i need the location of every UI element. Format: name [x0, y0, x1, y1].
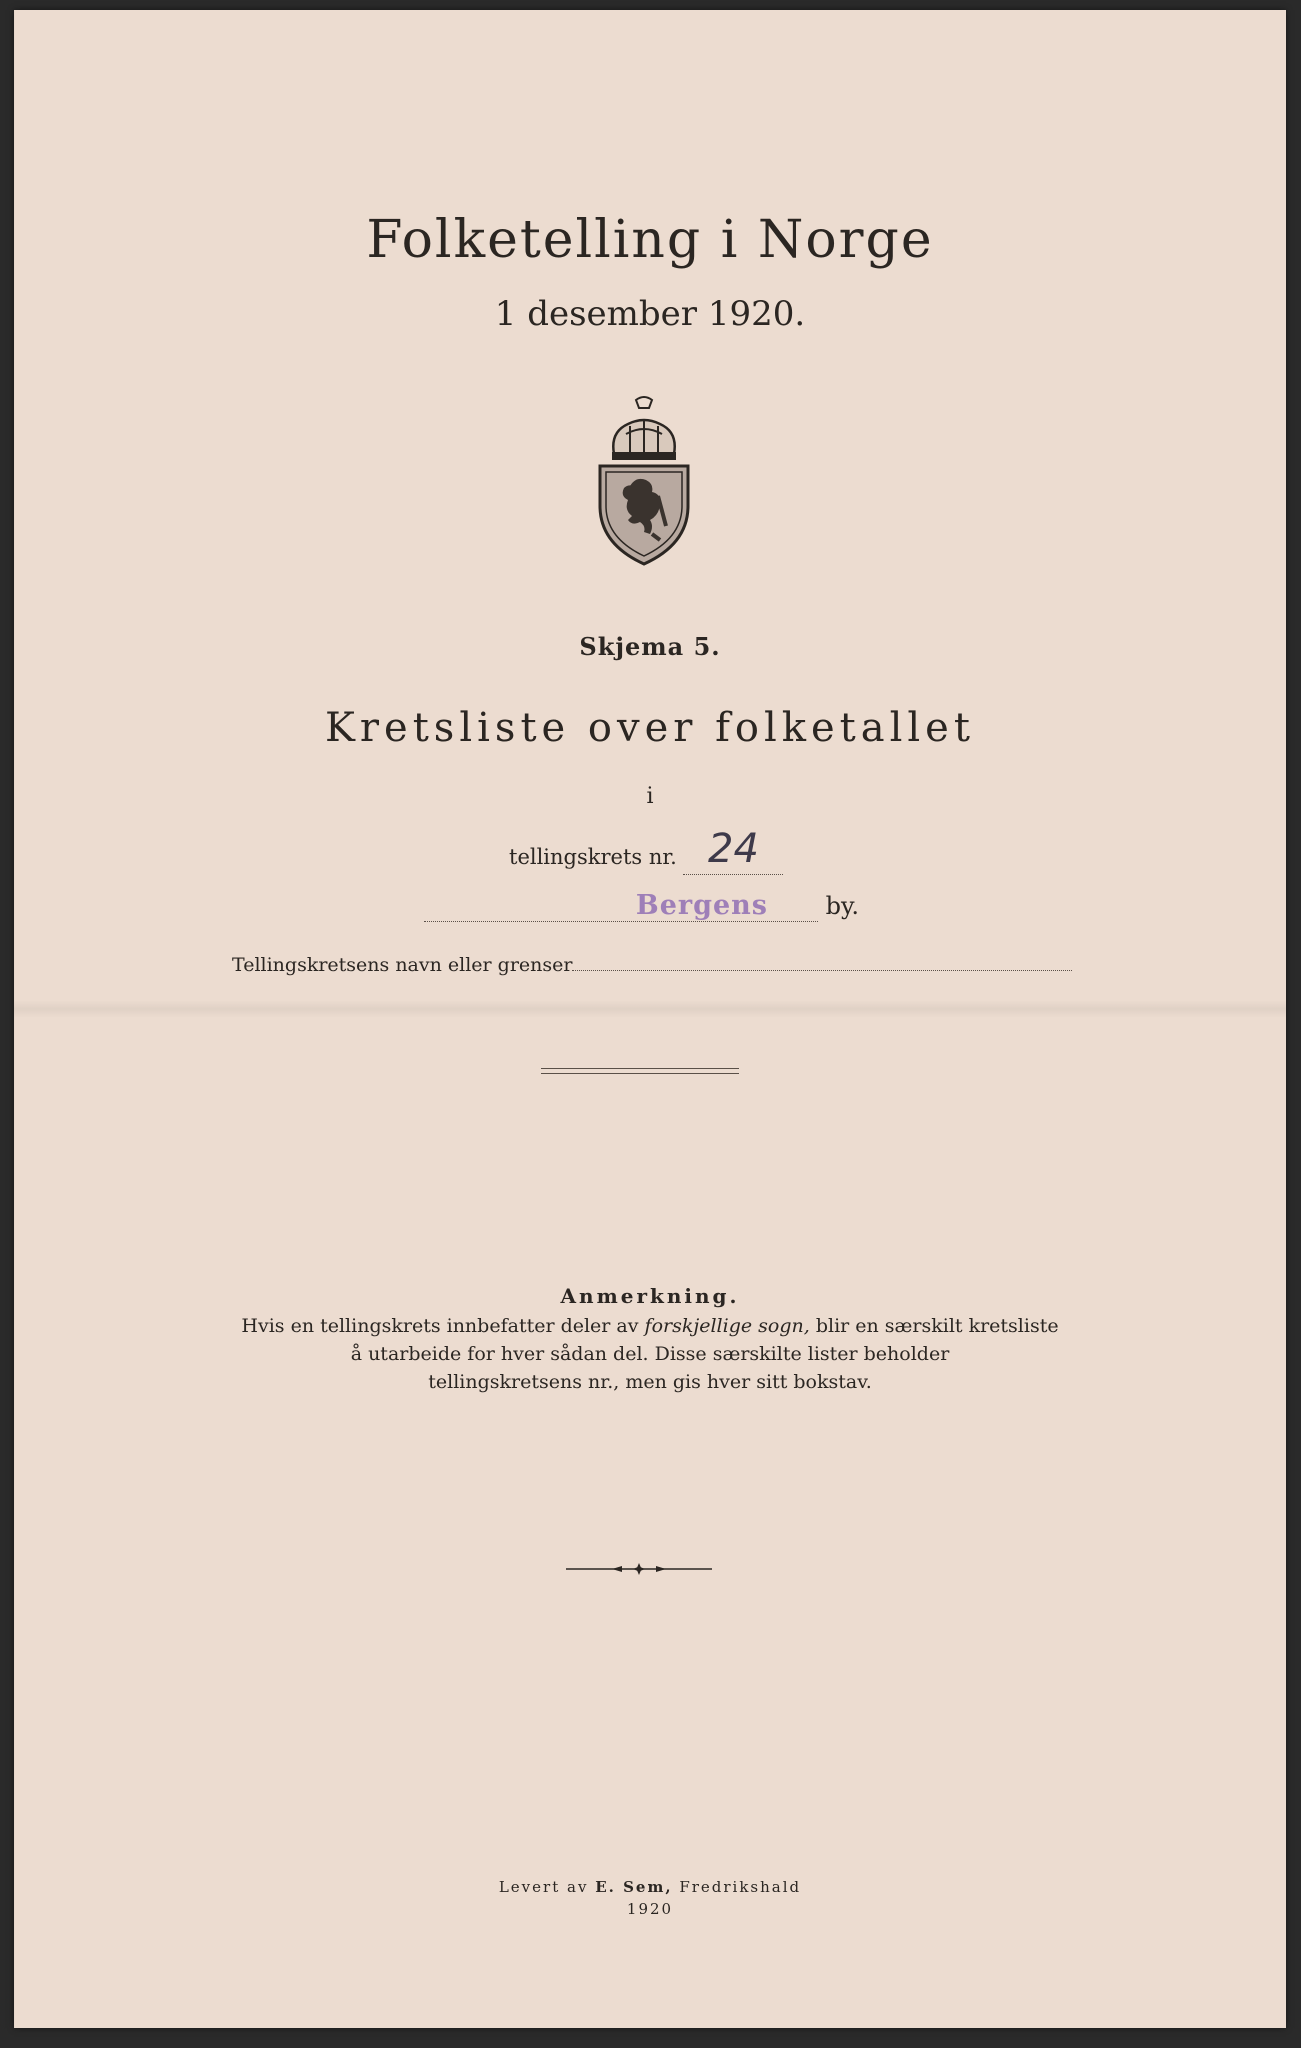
census-form-page	[14, 10, 1286, 2028]
schema-number: Skjema 5.	[579, 632, 721, 661]
krets-number-row	[509, 828, 783, 875]
double-rule-divider	[541, 1068, 739, 1074]
grenser-label: Tellingskretsens navn eller grenser	[232, 954, 573, 976]
preposition-label: i	[646, 784, 654, 809]
census-date: 1 desember 1920.	[494, 294, 806, 334]
krets-number-handwritten: 24	[708, 826, 759, 872]
note-line-3: tellingskretsens nr., men gis hver sitt bokstav.	[428, 1371, 872, 1393]
norwegian-coat-of-arms-icon	[596, 394, 692, 566]
note-heading: Anmerkning.	[560, 1284, 740, 1308]
grenser-field[interactable]	[572, 970, 1072, 971]
paper-fold	[14, 1000, 1286, 1018]
city-stamp: Bergens	[635, 890, 768, 921]
list-title: Kretsliste over folketallet	[325, 705, 975, 751]
imprint-year: 1920	[626, 1900, 674, 1918]
city-row	[424, 890, 859, 922]
note-line-1: Hvis en tellingskrets innbefatter deler av forskjellige sogn, blir en særskilt kretsliste	[241, 1315, 1059, 1337]
ornament-divider-icon	[564, 1562, 714, 1576]
printer-imprint: Levert av E. Sem, Fredrikshald 1920	[14, 1876, 1286, 1920]
grenser-row	[232, 954, 1072, 976]
page-title: Folketelling i Norge	[366, 210, 934, 270]
note-line-2: å utarbeide for hver sådan del. Disse særskilte lister beholder	[350, 1343, 950, 1365]
krets-number-field[interactable]	[683, 828, 783, 875]
city-field[interactable]	[424, 890, 818, 922]
note-text	[14, 1312, 1286, 1396]
krets-label: tellingskrets nr.	[509, 845, 677, 869]
city-suffix: by.	[825, 892, 860, 920]
